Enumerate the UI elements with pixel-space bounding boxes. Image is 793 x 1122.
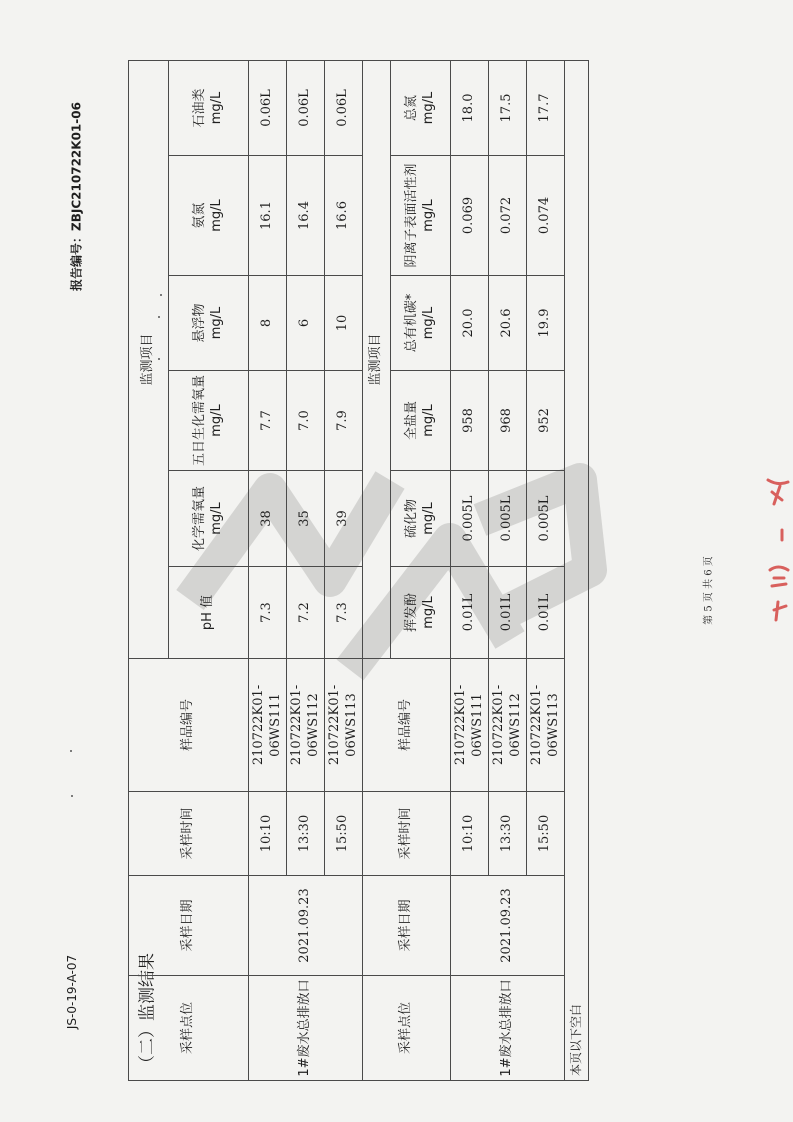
sample-id: 210722K01-06WS111 <box>249 659 287 792</box>
scan-speck <box>70 750 72 752</box>
item-header: 阴离子表面活性剂 mg/L <box>391 156 451 276</box>
value-cell: 35 <box>287 471 325 567</box>
value-cell: 16.4 <box>287 156 325 276</box>
item-header: 化学需氧量 mg/L <box>169 471 249 567</box>
value-cell: 0.005L <box>489 471 527 567</box>
header-date: 采样日期 <box>129 876 249 976</box>
value-cell: 0.06L <box>325 60 363 155</box>
value-cell: 0.06L <box>287 60 325 155</box>
value-cell: 10 <box>325 276 363 371</box>
value-cell: 0.005L <box>451 471 489 567</box>
sampling-time: 15:50 <box>325 792 363 876</box>
sample-id: 210722K01-06WS111 <box>451 659 489 792</box>
value-cell: 8 <box>249 276 287 371</box>
sample-id: 210722K01-06WS113 <box>527 659 565 792</box>
value-cell: 18.0 <box>451 60 489 155</box>
value-cell: 17.7 <box>527 60 565 155</box>
item-header: 挥发酚 mg/L <box>391 567 451 659</box>
header-monitoring-items: 监测项目 <box>363 60 391 658</box>
header-point: 采样点位 <box>363 976 451 1081</box>
table-row <box>451 60 489 1080</box>
value-cell: 39 <box>325 471 363 567</box>
item-header: 总有机碳* mg/L <box>391 276 451 371</box>
red-stamp-fragment <box>760 470 793 630</box>
value-cell: 0.06L <box>249 60 287 155</box>
value-cell: 17.5 <box>489 60 527 155</box>
value-cell: 7.7 <box>249 371 287 471</box>
sampling-time: 15:50 <box>527 792 565 876</box>
item-header: 全盐量 mg/L <box>391 371 451 471</box>
value-cell: 0.01L <box>527 567 565 659</box>
doc-code: JS-0-19-A-07 <box>65 954 79 1030</box>
section-title: （二）监测结果 <box>137 953 158 1072</box>
value-cell: 952 <box>527 371 565 471</box>
sample-id: 210722K01-06WS113 <box>325 659 363 792</box>
header-time: 采样时间 <box>363 792 451 876</box>
item-header: 石油类 mg/L <box>169 60 249 155</box>
item-header: 总氮 mg/L <box>391 60 451 155</box>
item-header: pH 值 <box>169 567 249 659</box>
header-date: 采样日期 <box>363 876 451 976</box>
value-cell: 7.0 <box>287 371 325 471</box>
value-cell: 16.1 <box>249 156 287 276</box>
sample-id: 210722K01-06WS112 <box>489 659 527 792</box>
sampling-date: 2021.09.23 <box>451 876 565 976</box>
header-time: 采样时间 <box>129 792 249 876</box>
value-cell: 20.0 <box>451 276 489 371</box>
results-table-rotated <box>128 61 588 1081</box>
value-cell: 38 <box>249 471 287 567</box>
sampling-time: 10:10 <box>249 792 287 876</box>
item-header: 悬浮物 mg/L <box>169 276 249 371</box>
value-cell: 20.6 <box>489 276 527 371</box>
sampling-time: 13:30 <box>287 792 325 876</box>
table-row <box>249 60 287 1080</box>
sampling-point: 1#废水总排放口 <box>451 976 565 1081</box>
header-sample: 样品编号 <box>129 659 249 792</box>
item-header: 五日生化需氧量 mg/L <box>169 371 249 471</box>
value-cell: 7.3 <box>325 567 363 659</box>
sampling-time: 10:10 <box>451 792 489 876</box>
sampling-time: 13:30 <box>489 792 527 876</box>
value-cell: 0.01L <box>489 567 527 659</box>
value-cell: 7.2 <box>287 567 325 659</box>
item-header: 氨氮 mg/L <box>169 156 249 276</box>
value-cell: 19.9 <box>527 276 565 371</box>
results-table <box>128 60 589 1081</box>
page-number: 第 5 页 共 6 页 <box>703 556 715 625</box>
report-number: 报告编号：ZBJC210722K01-06 <box>69 102 84 291</box>
value-cell: 16.6 <box>325 156 363 276</box>
blank-note: 本页以下空白 <box>565 60 589 1080</box>
value-cell: 0.074 <box>527 156 565 276</box>
scan-speck <box>71 795 73 797</box>
header-sample: 样品编号 <box>363 659 451 792</box>
sampling-point: 1#废水总排放口 <box>249 976 363 1081</box>
value-cell: 7.9 <box>325 371 363 471</box>
sample-id: 210722K01-06WS112 <box>287 659 325 792</box>
value-cell: 0.072 <box>489 156 527 276</box>
header-monitoring-items: 监测项目 <box>129 60 169 658</box>
value-cell: 0.069 <box>451 156 489 276</box>
item-header: 硫化物 mg/L <box>391 471 451 567</box>
value-cell: 0.01L <box>451 567 489 659</box>
value-cell: 6 <box>287 276 325 371</box>
value-cell: 968 <box>489 371 527 471</box>
header-point: 采样点位 <box>129 976 249 1081</box>
value-cell: 958 <box>451 371 489 471</box>
value-cell: 7.3 <box>249 567 287 659</box>
sampling-date: 2021.09.23 <box>249 876 363 976</box>
value-cell: 0.005L <box>527 471 565 567</box>
